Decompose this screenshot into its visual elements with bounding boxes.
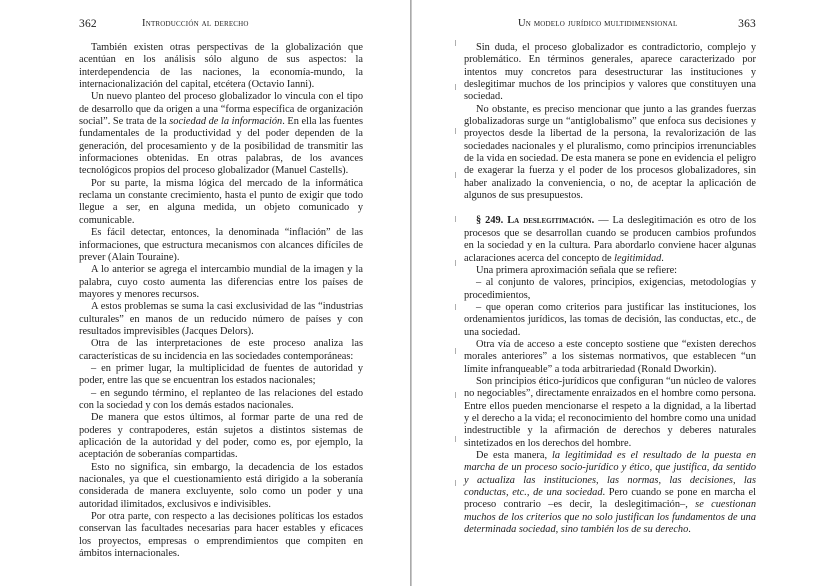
paragraph xyxy=(464,376,756,450)
text-run: Una primera aproximación señala que se refiere: xyxy=(476,264,678,276)
left-page xyxy=(0,0,412,586)
italic-text: la legitimidad es el resultado de la puesta en marcha de un proceso socio-jurídico y ético, que justifica, da sentido y actualiza las instituciones, las normas, las decisiones, las conductas, etc., de una sociedad xyxy=(464,450,757,499)
section-number: § 249. xyxy=(476,215,508,227)
paragraph xyxy=(79,412,363,461)
italic-text: legitimidad xyxy=(614,252,662,264)
left-running-header xyxy=(79,18,363,30)
text-run: De manera que estos últimos, al formar parte de una red de poderes y contrapoderes, están sujetos a distintos sistemas de aplicación de la autoridad y del poder, como es, por ejemplo, la aceptación de soberanías compartidas. xyxy=(79,412,363,461)
paragraph xyxy=(79,511,363,560)
paragraph xyxy=(464,277,756,302)
right-page xyxy=(416,0,828,586)
left-body-text xyxy=(79,42,363,560)
paragraph xyxy=(79,227,363,264)
paragraph xyxy=(79,363,363,388)
left-page-number: 362 xyxy=(79,18,97,30)
text-run: Sin duda, el proceso globalizador es contradictorio, complejo y problemático. En términos generales, aparece caracterizado por intentos muy concretos para desestructurar las instituciones y deslegitimar muchos de los principios y valores que constituyen una sociedad. xyxy=(464,42,756,103)
text-run: . En ella las fuentes fundamentales de la productividad y del poder dependen de la generación, del procesamiento y de la posibilidad de transmitir las informaciones obtenidas. En otras palabras, de los avances tecnológicos propios del proceso globalizador (Manuel Castells). xyxy=(79,116,363,177)
text-run: . Pero cuando se pone en marcha el proceso contrario –es decir, la deslegitimación–, xyxy=(464,487,757,511)
text-run: Es fácil detectar, entonces, la denominada “inflación” de las informaciones, que estructura mecanismos con alcances difíciles de prever (Alain Touraine). xyxy=(79,227,363,263)
paragraph xyxy=(464,339,756,376)
text-run: Esto no significa, sin embargo, la decadencia de los estados nacionales, ya que el cuestionamiento está dirigido a la soberanía considerada de manera excluyente, solo como un poder y una autoridad ilimitados, exclusivos e indivisibles. xyxy=(79,461,363,510)
text-run: A estos problemas se suma la casi exclusividad de las “industrias culturales” en manos de un reducido número de países y con resultados imprevisibles (Jacques Delors). xyxy=(79,301,363,337)
paragraph xyxy=(464,42,756,104)
paragraph xyxy=(79,91,363,177)
text-run: — La deslegitimación es otro de los procesos que se desarrollan cuando se producen cambios profundos en la sociedad y en la cultura. Para abordarlo conviene hacer algunas aclaraciones acerca del concepto de xyxy=(464,215,756,264)
italic-text: sociedad de la información xyxy=(169,116,283,128)
text-run: Otra vía de acceso a este concepto sostiene que “existen derechos morales anteriores” a los sistemas normativos, que establecen “un límite infranqueable” a toda arbitrariedad (Ronald Dworkin). xyxy=(464,338,756,375)
paragraph xyxy=(464,265,756,277)
text-run: Por su parte, la misma lógica del mercado de la informática reclama un constante crecimiento, hasta el punto de exigir que todo llegue a ser, en alguna medida, un objeto comunicado y comunicable. xyxy=(79,177,363,226)
section-gap xyxy=(464,202,756,215)
text-run: De esta manera, xyxy=(476,450,552,461)
right-running-head-title: Un modelo jurídico multidimensional xyxy=(518,18,678,29)
text-run: . xyxy=(688,524,691,536)
text-run: Otra de las interpretaciones de este proceso analiza las características de su incidencia en las sociedades contemporáneas: xyxy=(79,338,363,362)
paragraph xyxy=(79,264,363,301)
right-body-text xyxy=(464,42,756,536)
text-run: . xyxy=(661,252,664,264)
text-run: – en primer lugar, la multiplicidad de fuentes de autoridad y poder, entre las que se encuentran los estados nacionales; xyxy=(79,362,363,387)
text-run: – al conjunto de valores, principios, exigencias, metodologías y procedimientos, xyxy=(464,277,756,301)
text-run: Son principios ético-jurídicos que configuran “un núcleo de valores no negociables”, directamente enraizados en el hombre como persona. Entre ellos pueden mencionarse el respeto a la dignidad, a la libertad y el derecho a la vida; el reconocimiento del hombre como una unidad indestructible y la afirmación de derechos y deberes naturales sintetizados en los derechos del hombre. xyxy=(464,375,756,449)
italic-text: se cuestionan muchos de los criterios que no solo justifican los fundamentos de una determinada sociedad, sino también los de su derecho xyxy=(464,499,756,536)
book-gutter xyxy=(410,0,412,586)
paragraph xyxy=(79,462,363,511)
paragraph xyxy=(79,42,363,91)
text-run: No obstante, es preciso mencionar que junto a las grandes fuerzas globalizadoras surge un “antiglobalismo” que enfoca sus decisiones y proyectos desde la libertad de la persona, la revalorización de las sociedades nacionales y el pluralismo, como principios irrenunciables de la vida en sociedad. De esta manera se pone en evidencia el peligro de exagerar la fuerza y el poder de los procesos globalizadores, sin haber analizado la conveniencia, o no, de aceptar la aplicación de algunos de sus presupuestos. xyxy=(464,103,756,202)
text-run: Por otra parte, con respecto a las decisiones políticas los estados conservan las facultades necesarias para hacer estables y eficaces los proyectos, empresas o emprendimientos que compiten en ámbitos internacionales. xyxy=(79,511,363,560)
paragraph xyxy=(79,338,363,363)
text-run: – en segundo término, el replanteo de las relaciones del estado con la sociedad y con los demás estados nacionales. xyxy=(79,387,363,411)
paragraph xyxy=(464,104,756,203)
text-run: – que operan como criterios para justificar las instituciones, los ordenamientos jurídicos, las tomas de decisión, las conductas, etc., de una sociedad. xyxy=(464,301,756,338)
section-title: La deslegitimación. xyxy=(507,215,595,227)
paragraph xyxy=(79,388,363,413)
text-run: Un nuevo planteo del proceso globalizador lo vincula con el tipo de desarrollo que da origen a una “forma específica de organización social”. Se trata de la xyxy=(79,91,363,128)
paragraph xyxy=(464,302,756,339)
text-run: A lo anterior se agrega el intercambio mundial de la imagen y la palabra, cuyo costo aumenta las diferencias entre los países de mayores y menores recursos. xyxy=(79,264,363,300)
right-page-number: 363 xyxy=(738,18,756,30)
paragraph xyxy=(79,178,363,227)
paragraph xyxy=(464,450,756,536)
left-running-head-title: Introducción al derecho xyxy=(142,18,249,29)
paragraph xyxy=(464,215,756,264)
paragraph xyxy=(79,301,363,338)
text-run: También existen otras perspectivas de la globalización que acentúan en los análisis sólo alguno de sus aspectos: la interdependencia de las naciones, la economía-mundo, la internacionalización del capital, etcétera (Octavio Ianni). xyxy=(79,42,363,91)
